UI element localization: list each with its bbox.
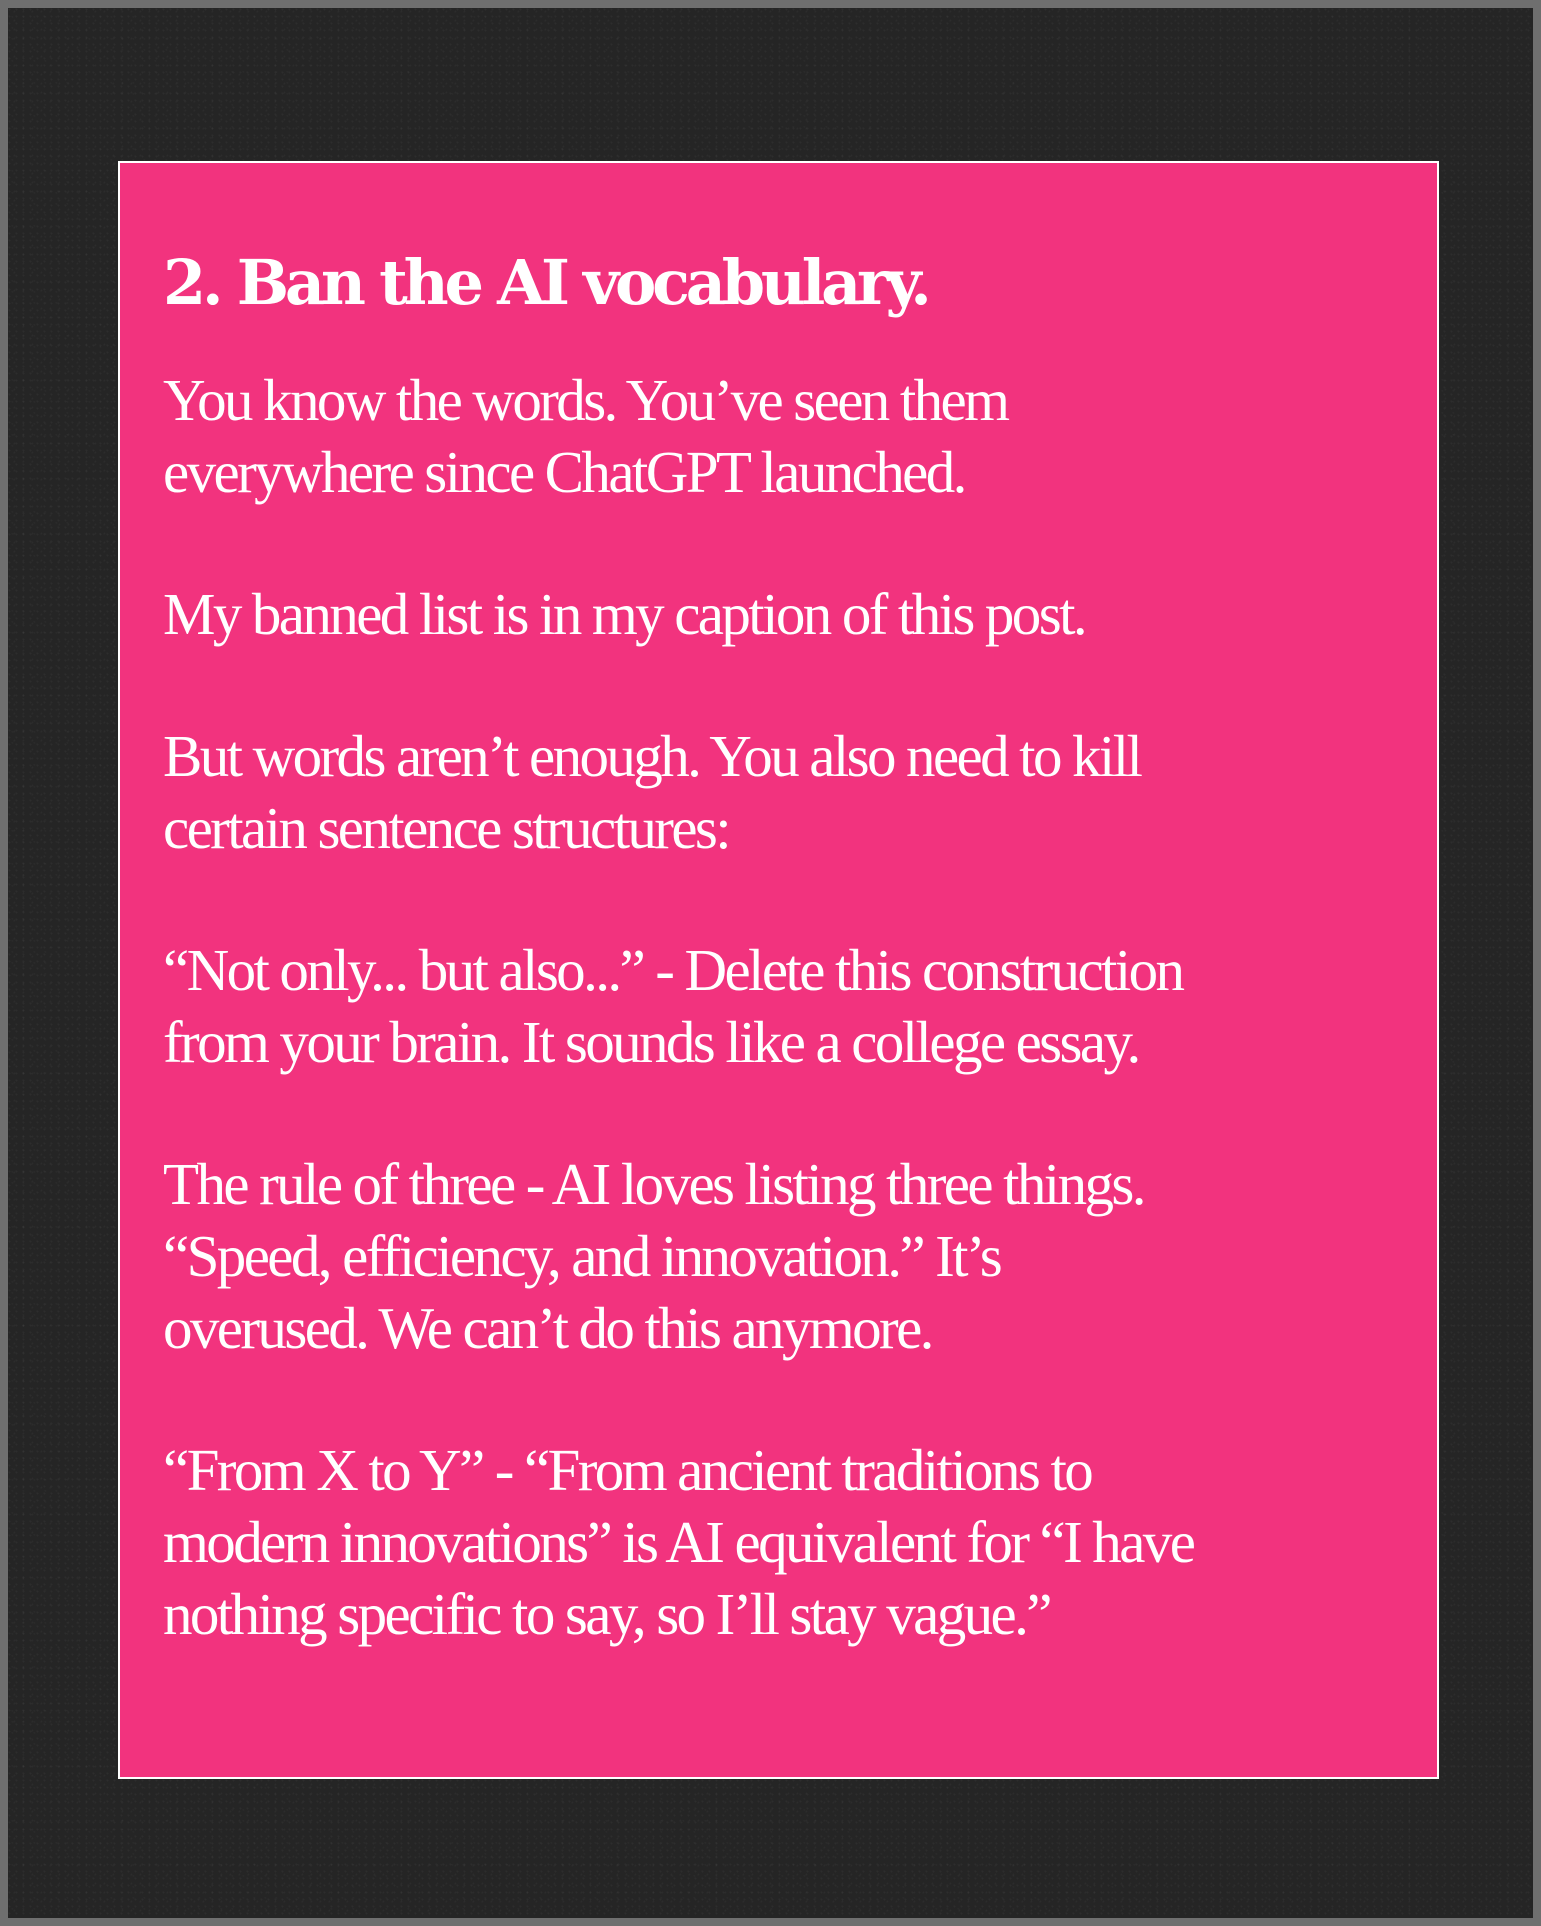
paragraph-line: certain sentence structures: [163, 794, 730, 861]
paragraph-line: nothing specific to say, so I’ll stay vague.” [163, 1580, 1050, 1647]
intro-paragraph [163, 364, 1393, 508]
pink-content-card [118, 161, 1439, 1779]
sentence-structures-paragraph [163, 720, 1393, 864]
paragraph-line: “Not only... but also...” - Delete this construction [163, 936, 1183, 1003]
paragraph-line: overused. We can’t do this anymore. [163, 1294, 932, 1361]
paragraph-line: from your brain. It sounds like a college essay. [163, 1008, 1139, 1075]
page-title: 2. Ban the AI vocabulary. [163, 246, 928, 319]
paragraph-line: modern innovations” is AI equivalent for “I have [163, 1508, 1194, 1575]
paragraph-line: everywhere since ChatGPT launched. [163, 438, 965, 505]
paragraph-line: But words aren’t enough. You also need to kill [163, 722, 1141, 789]
paragraph-line: “From X to Y” - “From ancient traditions to [163, 1436, 1092, 1503]
paragraph-line: “Speed, efficiency, and innovation.” It’s [163, 1222, 1001, 1289]
paragraph-line: My banned list is in my caption of this post. [163, 580, 1086, 647]
paragraph-line: The rule of three - AI loves listing three things. [163, 1150, 1144, 1217]
not-only-paragraph [163, 934, 1393, 1078]
banned-list-paragraph [163, 578, 1393, 650]
paragraph-line: You know the words. You’ve seen them [163, 366, 1008, 433]
rule-of-three-paragraph [163, 1148, 1393, 1364]
from-x-to-y-paragraph [163, 1434, 1393, 1650]
